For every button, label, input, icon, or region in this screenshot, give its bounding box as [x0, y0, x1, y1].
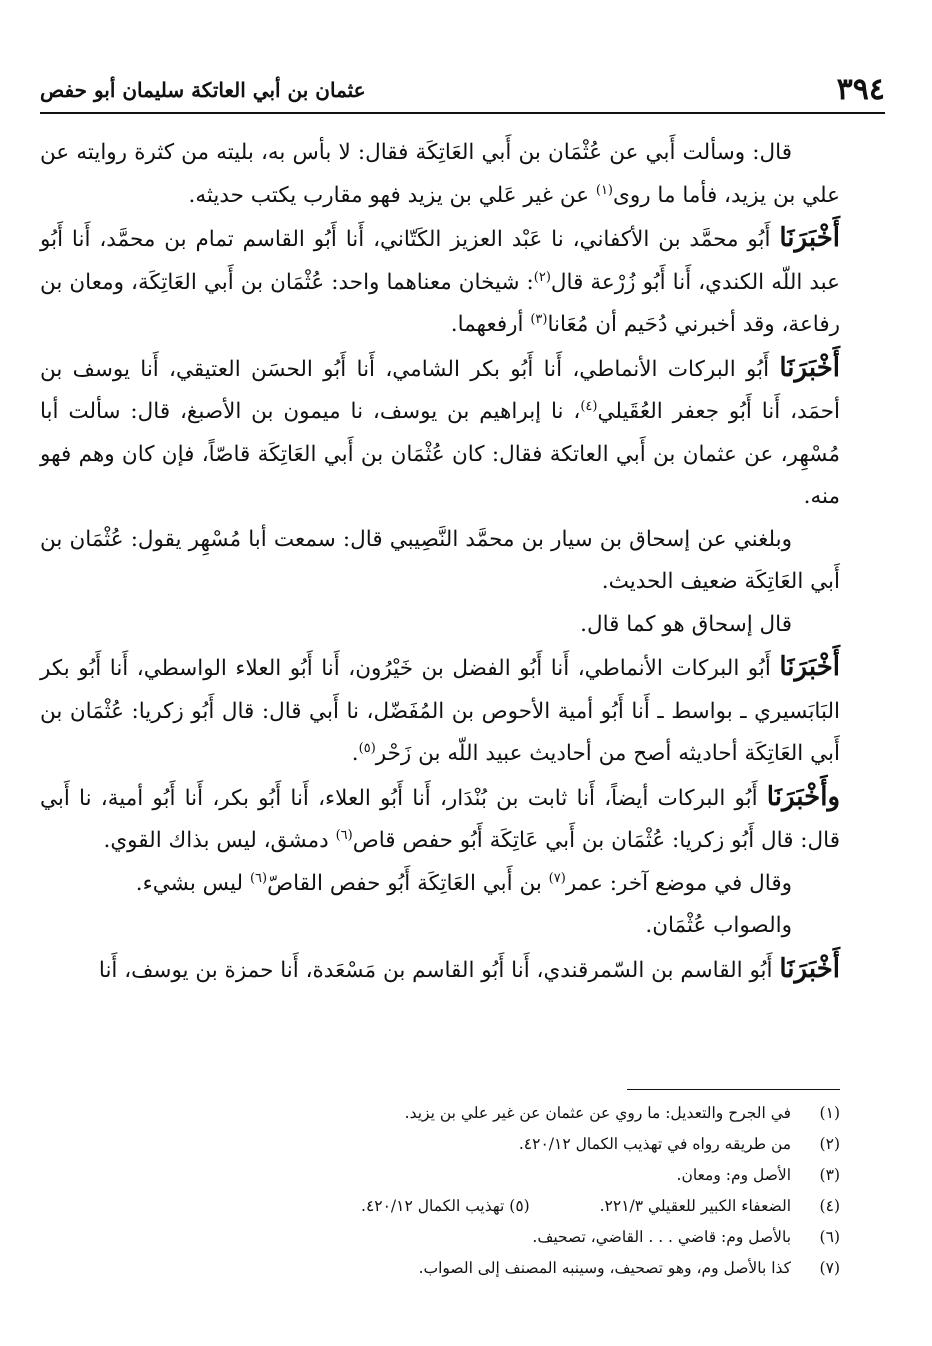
footnote-ref: (٤) — [580, 398, 598, 414]
footnote-text: من طريقه رواه في تهذيب الكمال ٤٢٠/١٢. — [518, 1135, 792, 1153]
paragraph-text: : شيخان معناهما واحد: عُثْمَان بن أَبي العَاتِكَة، ومعان بن رفاعة، وقد أخبرني دُحَيم أن مُعَانا — [40, 269, 840, 337]
paragraph — [40, 217, 840, 347]
footnote-text: كذا بالأصل وم، وهو تصحيف، وسينبه المصنف إلى الصواب. — [418, 1259, 792, 1277]
footnote-4-5 — [120, 1191, 840, 1222]
footnotes — [120, 1098, 840, 1284]
running-title: عثمان بن أبي العاتكة سليمان أبو حفص — [40, 78, 366, 102]
paragraph — [40, 132, 840, 217]
footnote-6 — [120, 1222, 840, 1253]
page-header — [40, 70, 885, 114]
footnote-7 — [120, 1253, 840, 1284]
paragraph-text: بن أَبي العَاتِكَة أَبُو حفص القاصّ — [267, 870, 549, 896]
footnote-ref: (٣) — [530, 311, 548, 327]
footnote-text: الأصل وم: ومعان. — [676, 1166, 792, 1184]
isnad-keyword: أَخْبَرَنَا — [779, 953, 840, 984]
footnote-ref: (١) — [595, 182, 613, 198]
paragraph-text: ليس بشيء. — [135, 870, 250, 896]
footnote-number: (٣) — [819, 1166, 840, 1184]
isnad-keyword: أَخْبَرَنَا — [779, 352, 840, 383]
paragraph-text: أَبُو البركات أيضاً، أَنا ثابت بن بُنْدَار، أَنا أَبُو العلاء، أَنا أَبُو بكر، أَنا أَبُو أمية، نا أَبي قال: قال أَبُو زكريا: عُثْمَان بن أَبي عَاتِكَة أَبُو حفص قاص — [40, 785, 840, 853]
paragraph-text: أرفعهما. — [450, 312, 531, 337]
footnote-ref: (٧) — [548, 870, 566, 886]
isnad-keyword: وأَخْبَرَنَا — [766, 781, 840, 812]
footnote-ref: (٢) — [533, 269, 551, 285]
footnote-number: (٧) — [819, 1259, 840, 1277]
footnote-1 — [120, 1098, 840, 1129]
paragraph — [40, 948, 840, 993]
paragraph-text: وقال في موضع آخر: عمر — [565, 870, 792, 896]
footnote-text: في الجرح والتعديل: ما روي عن عثمان عن غير علي بن يزيد. — [404, 1104, 792, 1122]
paragraph-text: وبلغني عن إسحاق بن سيار بن محمَّد النَّصِيبي قال: سمعت أبا مُسْهِر يقول: عُثْمَان بن أَبي العَاتِكَة ضعيف الحديث. — [40, 526, 840, 594]
paragraph — [40, 519, 840, 604]
paragraph-text: والصواب عُثْمَان. — [645, 913, 792, 938]
page-number: ٣٩٤ — [836, 72, 885, 107]
footnote-number: (٥) — [509, 1197, 530, 1215]
isnad-keyword: أَخْبَرَنَا — [779, 652, 840, 682]
paragraph-text: دمشق، ليس بذاك القوي. — [103, 828, 336, 853]
footnote-3 — [120, 1160, 840, 1191]
paragraph — [40, 905, 840, 948]
footnote-number: (٢) — [819, 1135, 840, 1153]
footnote-text: بالأصل وم: قاضي . . . القاضي، تصحيف. — [532, 1228, 792, 1246]
main-text — [40, 132, 840, 992]
isnad-keyword: أَخْبَرَنَا — [779, 223, 840, 253]
paragraph-text: أَبُو البركات الأنماطي، أَنا أَبُو بكر الشامي، أَنا أَبُو الحسَن العتيقي، أَنا يوسف بن أحمَد، أَنا أَبُو جعفر العُقَيلي — [40, 356, 841, 424]
footnote-number: (٦) — [819, 1228, 840, 1246]
footnote-number: (٤) — [819, 1197, 840, 1215]
paragraph-text: . — [351, 741, 359, 766]
paragraph — [40, 604, 840, 647]
footnote-divider — [627, 1089, 840, 1090]
paragraph-text: أَبُو القاسم بن السّمرقندي، أَنا أَبُو القاسم بن مَسْعَدة، أَنا حمزة بن يوسف، أَنا — [98, 957, 780, 983]
paragraph-text: ، نا إبراهيم بن يوسف، نا ميمون بن الأصبغ، قال: سألت أبا مُسْهِر، عن عثمان بن أَبي العاتكة فقال: كان عُثْمَان بن أَبي العَاتِكَة قاصّاً، فإن كان وهم فهو منه. — [40, 399, 840, 509]
footnote-ref: (٥) — [358, 740, 376, 756]
footnote-2 — [120, 1129, 840, 1160]
paragraph-text: قال إسحاق هو كما قال. — [580, 611, 792, 637]
footnote-ref: (٦) — [335, 827, 353, 843]
paragraph-text: أَبُو محمَّد بن الأكفاني، نا عَبْد العزيز الكَتّاني، أَنا أَبُو القاسم تمام بن محمَّد، أَنا أَبُو عبد اللّه الكندي، أَنا أَبُو زُرْعة قال — [40, 227, 840, 295]
paragraph — [40, 863, 840, 906]
paragraph — [40, 646, 840, 776]
footnote-number: (١) — [819, 1104, 840, 1122]
paragraph-text: أَبُو البركات الأنماطي، أَنا أَبُو الفضل بن خَيْرُون، أَنا أَبُو العلاء الواسطي، أَنا أَبُو بكر البَابَسيري ـ بواسط ـ أَنا أَبُو أمية الأحوص بن المُفَضّل، نا أَبي قال: قال أَبُو زكريا: عُثْمَان بن أَبي العَاتِكَة أحاديثه أصح من أحاديث عبيد اللّه بن زَحْر — [40, 656, 840, 766]
footnote-text: تهذيب الكمال ٤٢٠/١٢. — [361, 1197, 505, 1215]
paragraph — [40, 776, 840, 863]
paragraph — [40, 347, 840, 519]
paragraph-text: عن غير عَلي بن يزيد فهو مقارب يكتب حديثه. — [188, 182, 596, 208]
footnote-text: الضعفاء الكبير للعقيلي ٢٢١/٣. — [599, 1197, 792, 1215]
paragraph-text: قال: وسألت أَبي عن عُثْمَان بن أَبي العَاتِكَة فقال: لا بأس به، بليته من كثرة روايته عن علي بن يزيد، فأما ما روى — [40, 140, 840, 208]
footnote-ref: (٦) — [249, 870, 268, 886]
